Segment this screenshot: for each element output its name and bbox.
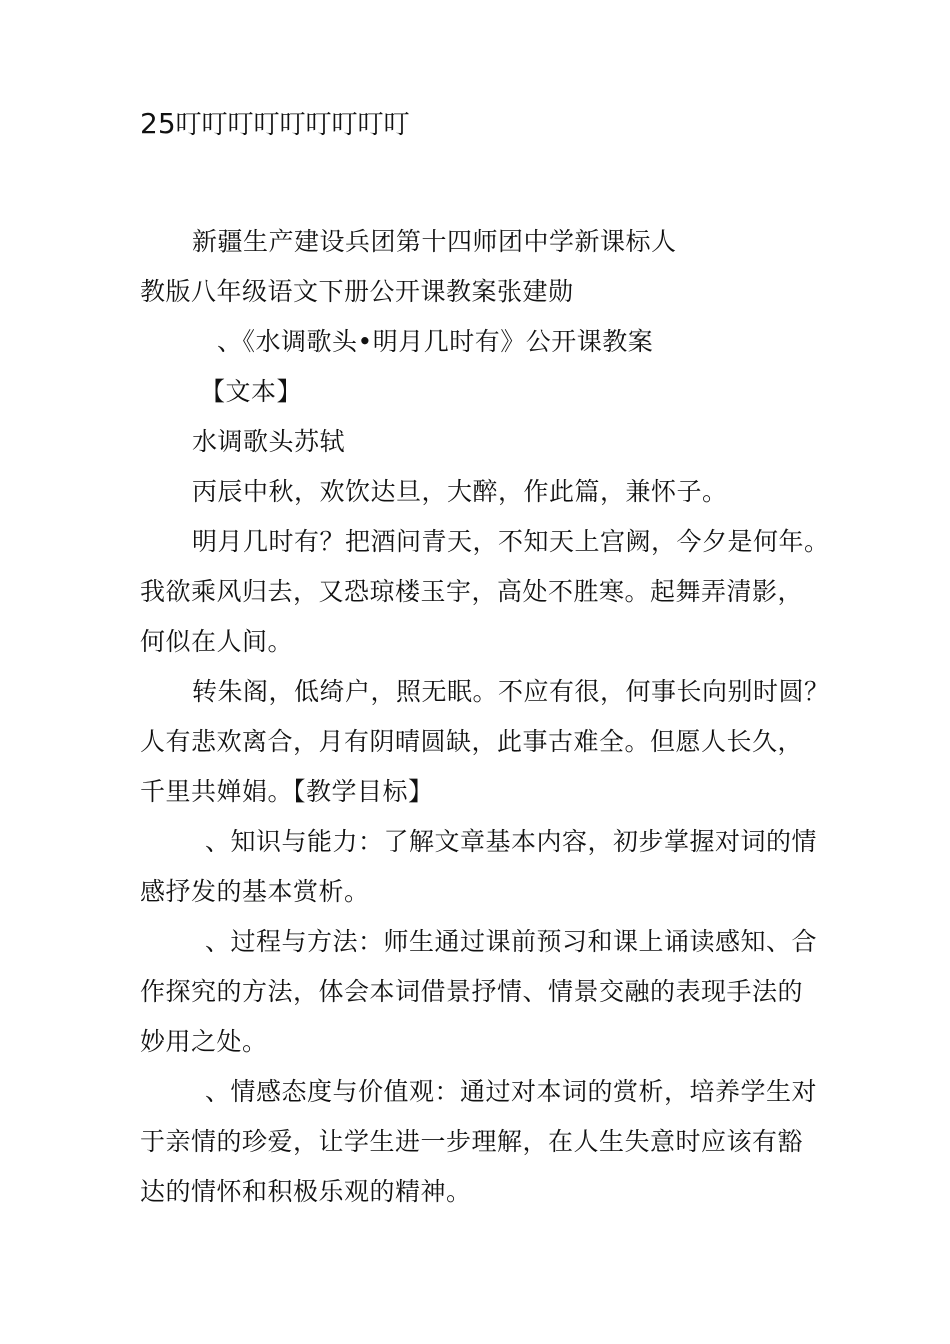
section-text-header: 【文本】: [200, 377, 303, 406]
poem-title: 水调歌头苏轼: [192, 427, 346, 456]
poem-line: 我欲乘风归去，又恐琼楼玉宇，高处不胜寒。起舞弄清影，: [140, 577, 804, 606]
course-line: 教版八年级语文下册公开课教案张建勋: [140, 277, 574, 306]
school-line: 新疆生产建设兵团第十四师团中学新课标人: [192, 227, 677, 256]
heading-text: 叮叮叮叮叮叮叮叮叮: [175, 110, 410, 140]
heading-number: 25: [140, 107, 176, 140]
page-heading: [140, 104, 410, 145]
goal-emotion: 、情感态度与价值观：通过对本词的赏析，培养学生对: [205, 1077, 818, 1106]
poem-line: 明月几时有？把酒问青天，不知天上宫阙，今夕是何年。: [192, 527, 830, 556]
goal-emotion-cont: 于亲情的珍爱，让学生进一步理解，在人生失意时应该有豁: [140, 1127, 804, 1156]
poem-line-and-goals-header: 千里共婵娟。【教学目标】: [140, 777, 434, 806]
goal-process: 、过程与方法：师生通过课前预习和课上诵读感知、合: [205, 927, 818, 956]
goal-emotion-cont: 达的情怀和积极乐观的精神。: [140, 1177, 472, 1206]
lesson-title: 、《水调歌头•明月几时有》公开课教案: [217, 327, 654, 356]
poem-preface: 丙辰中秋，欢饮达旦，大醉，作此篇，兼怀子。: [192, 477, 728, 506]
poem-line: 人有悲欢离合，月有阴晴圆缺，此事古难全。但愿人长久，: [140, 727, 804, 756]
goal-process-cont: 作探究的方法，体会本词借景抒情、情景交融的表现手法的: [140, 977, 804, 1006]
poem-line: 何似在人间。: [140, 627, 294, 656]
poem-line: 转朱阁，低绮户，照无眠。不应有很，何事长向别时圆？: [192, 677, 830, 706]
goal-process-cont: 妙用之处。: [140, 1027, 268, 1056]
goal-knowledge: 、知识与能力：了解文章基本内容，初步掌握对词的情: [205, 827, 818, 856]
goal-knowledge-cont: 感抒发的基本赏析。: [140, 877, 370, 906]
